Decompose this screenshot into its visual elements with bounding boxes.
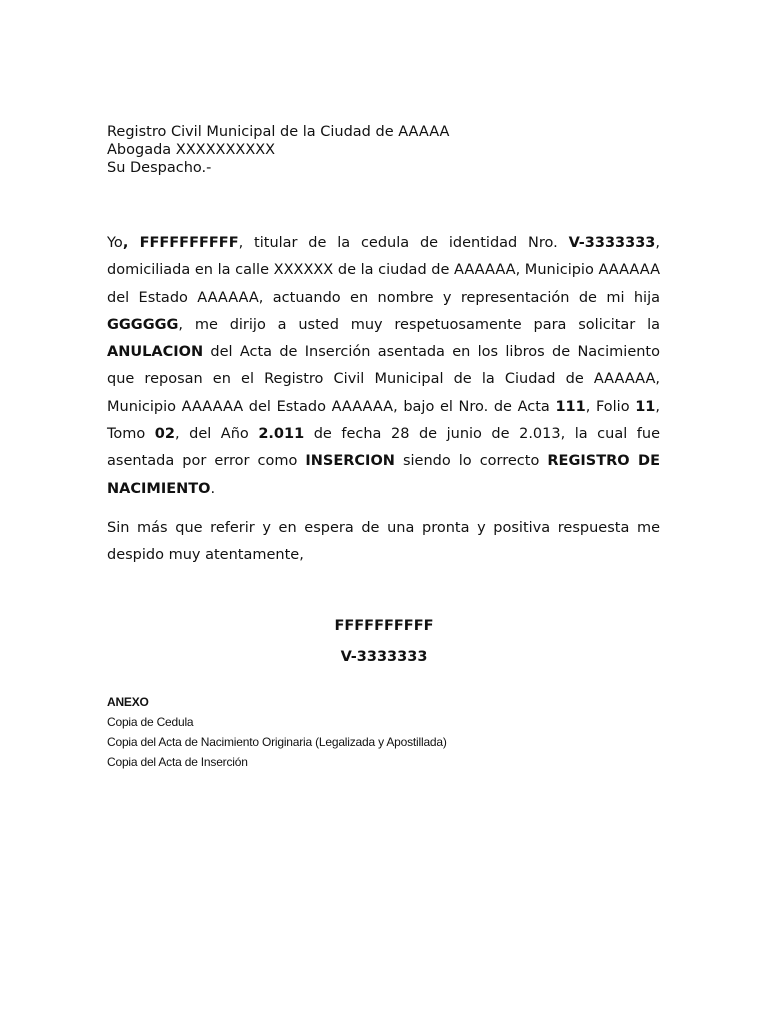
child-name: GGGGGG	[107, 316, 179, 333]
applicant-id: V-3333333	[568, 235, 656, 251]
letter-header	[107, 123, 449, 177]
annex-item: Copia de Cedula	[107, 715, 194, 729]
recipient-salutation: Su Despacho.-	[107, 160, 212, 176]
letter-body	[107, 230, 660, 570]
tomo-number: 02	[154, 426, 175, 443]
request-paragraph	[107, 230, 660, 503]
acta-number: 111	[555, 398, 586, 415]
text-segment: Yo	[107, 235, 123, 251]
signature-id: V-3333333	[340, 649, 428, 665]
recipient-office: Registro Civil Municipal de la Ciudad de AAAAA	[107, 124, 450, 140]
text-segment: , me dirijo a usted muy respetuosamente para solicitar la	[178, 316, 660, 333]
applicant-name: , FFFFFFFFFF	[122, 235, 239, 251]
correct-record-type: REGISTRO DE NACIMIENTO	[107, 453, 661, 497]
text-segment: , titular de la cedula de identidad Nro.	[238, 235, 569, 251]
text-segment: siendo lo correcto	[394, 453, 548, 470]
folio-number: 11	[635, 398, 656, 415]
wrong-record-type: INSERCION	[305, 453, 395, 470]
text-segment: , Folio	[585, 398, 636, 415]
request-type: ANULACION	[107, 344, 204, 361]
text-segment: , Tomo	[107, 398, 660, 443]
year-value: 2.011	[258, 426, 305, 443]
text-segment: del Acta de Inserción asentada en los libros de Nacimiento que reposan en el Registro Civil Municipal de la Ciudad de AAAAAA, Municipio AAAAAA del Estado AAAAAA, bajo el Nro. de Acta	[107, 344, 660, 415]
text-segment: .	[210, 480, 216, 497]
annex-item: Copia del Acta de Nacimiento Originaria (Legalizada y Apostillada)	[107, 735, 447, 749]
text-segment: , del Año	[174, 426, 259, 443]
signature-name: FFFFFFFFFF	[334, 618, 434, 634]
closing-paragraph: Sin más que referir y en espera de una pronta y positiva respuesta me despido muy atentamente,	[107, 519, 660, 564]
text-segment: de fecha 28 de junio de 2.013, la cual fue asentada por error como	[107, 426, 660, 470]
text-segment: , domiciliada en la calle XXXXXX de la ciudad de AAAAAA, Municipio AAAAAA del Estado AAAAAA, actuando en nombre y representación de mi hija	[107, 235, 660, 306]
annex-item: Copia del Acta de Inserción	[107, 755, 248, 769]
annex-title: ANEXO	[107, 695, 149, 709]
recipient-name: Abogada XXXXXXXXXX	[107, 142, 276, 158]
annex-section	[107, 692, 447, 772]
